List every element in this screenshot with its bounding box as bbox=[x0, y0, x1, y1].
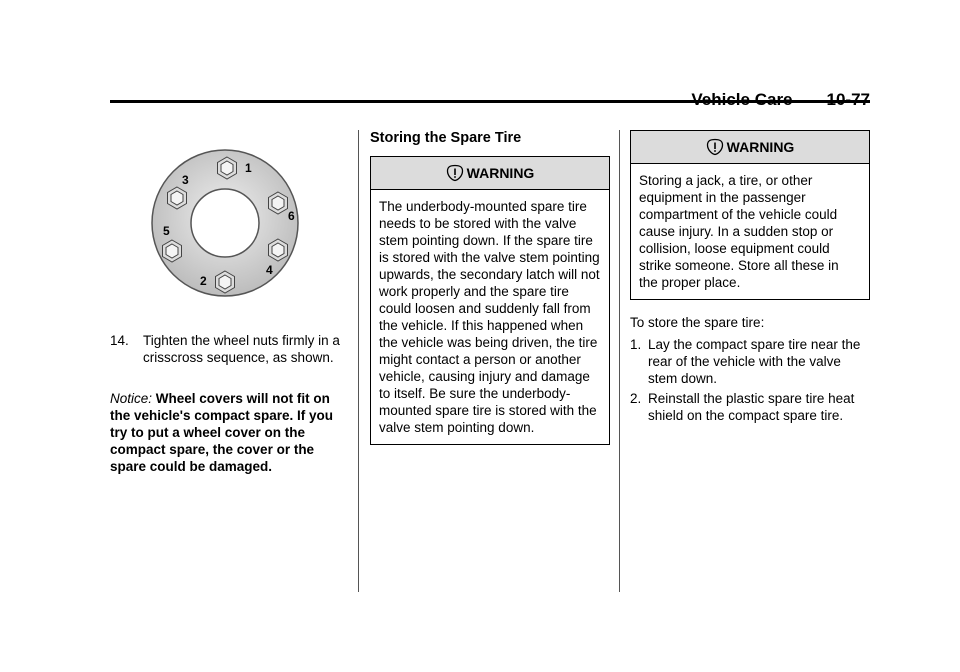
nut-label-3: 3 bbox=[182, 173, 189, 187]
warning-icon bbox=[446, 164, 464, 182]
column-divider-2 bbox=[619, 130, 620, 592]
warning-label: WARNING bbox=[466, 165, 535, 181]
list-item bbox=[630, 336, 870, 387]
warning-text: The underbody-mounted spare tire needs to be stored with the valve stem pointing down. If the spare tire is stored with the valve stem pointing upwards, the secondary latch will not work properly and the spare tire could loosen and suddenly fall from the vehicle. If this happened when the vehicle was being driven, the tire might contact a person or another vehicle, causing injury and damage to itself. Be sure the underbody-mounted spare tire is stored with the valve stem pointing down. bbox=[379, 199, 600, 435]
column-divider-1 bbox=[358, 130, 359, 592]
warning-header bbox=[371, 157, 609, 190]
step-text: Tighten the wheel nuts firmly in a crisscross sequence, as shown. bbox=[143, 333, 340, 365]
warning-box-spare-tire bbox=[370, 156, 610, 445]
nut-label-2: 2 bbox=[200, 274, 207, 288]
intro-paragraph: To store the spare tire: bbox=[630, 315, 765, 330]
list-item-number: 1. bbox=[630, 337, 642, 352]
notice-label: Notice: bbox=[110, 391, 153, 406]
notice-paragraph bbox=[110, 390, 346, 475]
wheel-nut-sequence-illustration bbox=[150, 148, 300, 298]
section-heading: Storing the Spare Tire bbox=[370, 130, 522, 146]
list-item bbox=[630, 390, 870, 424]
list-item-number: 2. bbox=[630, 391, 642, 406]
step-number: 14. bbox=[110, 333, 129, 348]
warning-icon bbox=[706, 138, 724, 156]
list-item-text: Lay the compact spare tire near the rear of the vehicle with the valve stem down. bbox=[648, 337, 861, 386]
page-header bbox=[110, 80, 870, 110]
warning-header bbox=[631, 131, 869, 164]
step-14 bbox=[110, 332, 346, 366]
warning-text: Storing a jack, a tire, or other equipment in the passenger compartment of the vehicle could cause injury. In a sudden stop or collision, loose equipment could strike someone. Store all these in the proper place. bbox=[639, 173, 839, 290]
warning-box-loose-equipment bbox=[630, 130, 870, 300]
warning-label: WARNING bbox=[726, 139, 795, 155]
nut-label-6: 6 bbox=[288, 209, 295, 223]
nut-label-4: 4 bbox=[266, 263, 273, 277]
nut-label-1: 1 bbox=[245, 161, 252, 175]
list-item-text: Reinstall the plastic spare tire heat shield on the compact spare tire. bbox=[648, 391, 855, 423]
nut-label-5: 5 bbox=[163, 224, 170, 238]
header-rule bbox=[110, 100, 870, 103]
notice-text: Wheel covers will not fit on the vehicle's compact spare. If you try to put a wheel cover on the compact spare, the cover or the spare could be damaged. bbox=[110, 391, 334, 474]
